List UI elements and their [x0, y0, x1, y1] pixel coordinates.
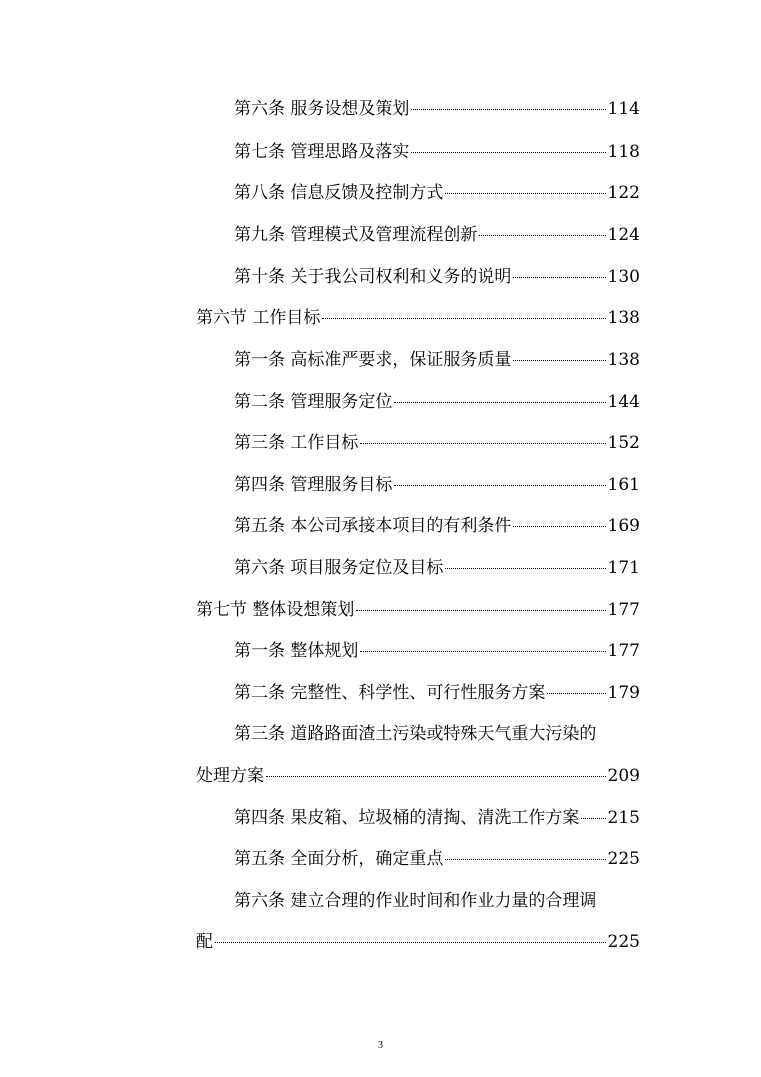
toc-entry[interactable]: [196, 761, 640, 791]
toc-entry[interactable]: [234, 844, 640, 874]
toc-entry-page: 177: [607, 600, 640, 620]
toc-entry-page: 225: [607, 932, 640, 952]
toc-entry[interactable]: [234, 345, 640, 375]
dot-leader: [513, 359, 605, 361]
dot-leader: [215, 941, 606, 943]
toc-entry-title: 第九条 管理模式及管理流程创新: [234, 225, 478, 245]
toc-entry-title-line1[interactable]: 第六条 建立合理的作业时间和作业力量的合理调: [234, 891, 597, 911]
toc-entry[interactable]: [234, 220, 640, 250]
dot-leader: [445, 567, 605, 569]
toc-entry-title: 第十条 关于我公司权利和义务的说明: [234, 267, 512, 287]
toc-entry-title: 第二条 完整性、科学性、可行性服务方案: [234, 683, 546, 703]
toc-entry[interactable]: [234, 678, 640, 708]
toc-entry[interactable]: [234, 511, 640, 541]
toc-entry[interactable]: [234, 262, 640, 292]
toc-entry[interactable]: [234, 470, 640, 500]
toc-entry-page: 118: [607, 142, 640, 162]
dot-leader: [266, 775, 606, 777]
toc-entry-page: 161: [607, 475, 640, 495]
toc-entry-title: 第六条 项目服务定位及目标: [234, 558, 444, 578]
dot-leader: [360, 650, 605, 652]
toc-entry-page: 122: [607, 183, 640, 203]
toc-entry-page: 138: [607, 308, 640, 328]
dot-leader: [513, 525, 605, 527]
toc-entry[interactable]: [234, 178, 640, 208]
toc-entry[interactable]: [196, 595, 640, 625]
toc-entry-title: 第六条 服务设想及策划: [234, 99, 410, 119]
dot-leader: [394, 484, 605, 486]
toc-entry-title: 第一条 整体规划: [234, 641, 359, 661]
dot-leader: [411, 151, 605, 153]
toc-entry[interactable]: [196, 927, 640, 957]
dot-leader: [445, 192, 605, 194]
toc-entry[interactable]: [234, 636, 640, 666]
toc-entry-title: 第四条 果皮箱、垃圾桶的清掏、清洗工作方案: [234, 808, 580, 828]
toc-entry-title-line1[interactable]: 第三条 道路路面渣土污染或特殊天气重大污染的: [234, 724, 597, 744]
toc-entry-page: 177: [607, 641, 640, 661]
toc-entry[interactable]: [196, 303, 640, 333]
toc-entry-page: 124: [607, 225, 640, 245]
dot-leader: [513, 276, 605, 278]
toc-entry[interactable]: [234, 553, 640, 583]
toc-entry-title: 第四条 管理服务目标: [234, 475, 393, 495]
toc-entry-title: 第二条 管理服务定位: [234, 392, 393, 412]
toc-entry-page: 138: [607, 350, 640, 370]
dot-leader: [411, 108, 605, 110]
toc-entry-page: 179: [607, 683, 640, 703]
toc-entry-title: 第三条 工作目标: [234, 433, 359, 453]
toc-entry-title-line2: 配: [196, 932, 213, 952]
toc-entry-title: 第七节 整体设想策划: [196, 600, 355, 620]
toc-entry-page: 171: [607, 558, 640, 578]
toc-entry-page: 215: [607, 808, 640, 828]
toc-entry-title: 第一条 高标准严要求，保证服务质量: [234, 350, 512, 370]
dot-leader: [581, 817, 605, 819]
dot-leader: [356, 609, 605, 611]
toc-entry-page: 225: [607, 849, 640, 869]
toc-entry[interactable]: [234, 137, 640, 167]
toc-entry[interactable]: [234, 428, 640, 458]
toc-entry-title: 第五条 全面分析，确定重点: [234, 849, 444, 869]
toc-entry-title: 第七条 管理思路及落实: [234, 142, 410, 162]
toc-entry-page: 169: [607, 516, 640, 536]
dot-leader: [360, 442, 605, 444]
dot-leader: [445, 858, 605, 860]
dot-leader: [547, 692, 605, 694]
page-number: 3: [378, 1040, 383, 1051]
toc-entry-page: 130: [607, 267, 640, 287]
toc-entry[interactable]: [234, 387, 640, 417]
toc-entry-page: 209: [607, 766, 640, 786]
toc-entry-title: 第六节 工作目标: [196, 308, 321, 328]
toc-entry-title: 第五条 本公司承接本项目的有利条件: [234, 516, 512, 536]
toc-entry-page: 144: [607, 392, 640, 412]
dot-leader: [322, 317, 605, 319]
toc-entry-title-line2: 处理方案: [196, 766, 264, 786]
toc-entry-title: 第八条 信息反馈及控制方式: [234, 183, 444, 203]
toc-entry[interactable]: [234, 803, 640, 833]
toc-entry-page: 152: [607, 433, 640, 453]
toc-entry-page: 114: [607, 99, 640, 119]
dot-leader: [394, 401, 605, 403]
toc-entry[interactable]: [234, 94, 640, 124]
dot-leader: [479, 234, 605, 236]
